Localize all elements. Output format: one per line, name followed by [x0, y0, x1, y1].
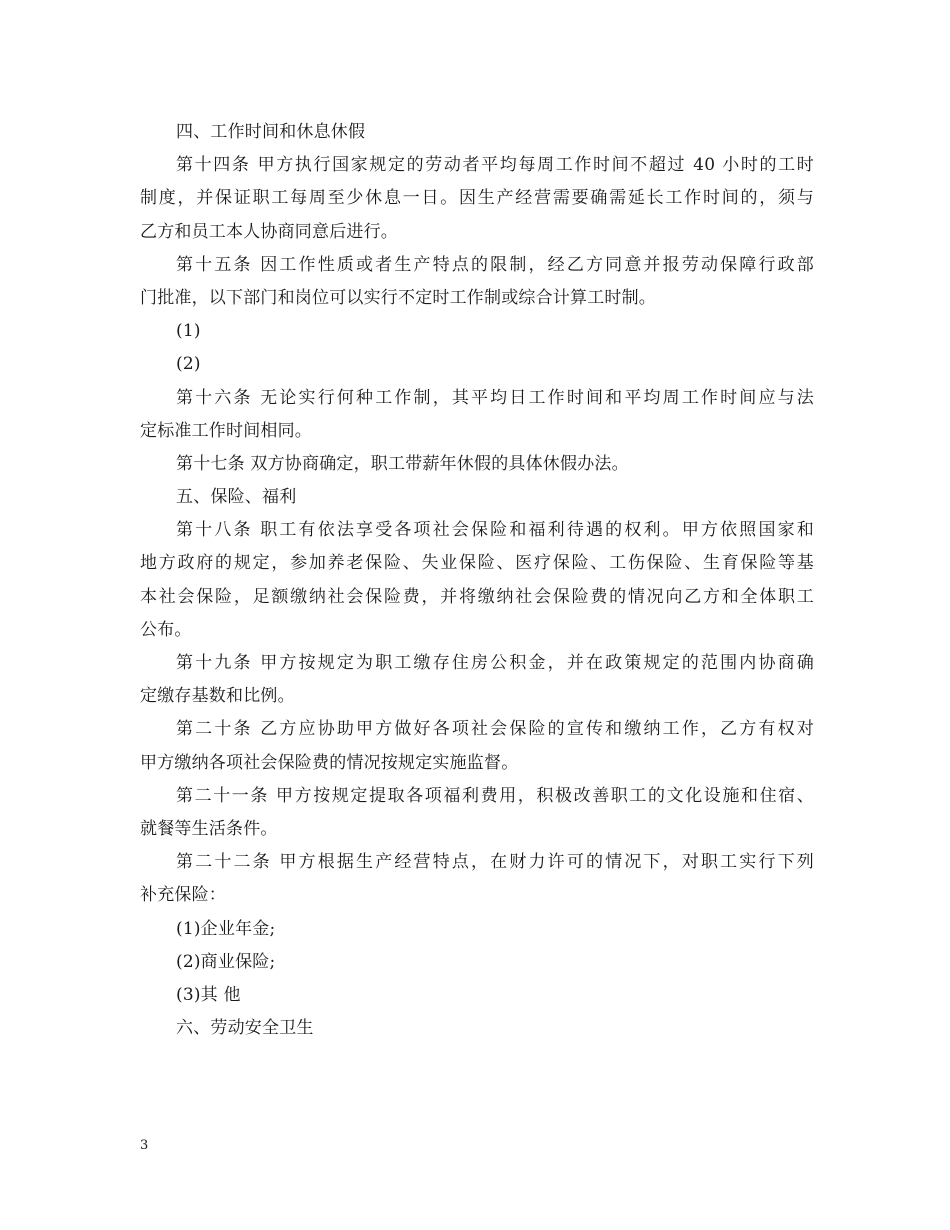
text-line: 第二十一条 甲方按规定提取各项福利费用，积极改善职工的文化设施和住宿、 [176, 785, 814, 806]
text-line: 甲方缴纳各项社会保险费的情况按规定实施监督。 [140, 752, 519, 773]
text-line: (1)企业年金; [176, 918, 276, 939]
text-line: 五、保险、福利 [176, 487, 297, 508]
text-line: 门批准，以下部门和岗位可以实行不定时工作制或综合计算工时制。 [140, 287, 656, 308]
text-line: 本社会保险，足额缴纳社会保险费，并将缴纳社会保险费的情况向乙方和全体职工 [140, 586, 814, 607]
text-line: (3)其 他 [176, 984, 241, 1005]
text-line: 补充保险： [140, 885, 226, 906]
text-line: 第二十二条 甲方根据生产经营特点，在财力许可的情况下，对职工实行下列 [176, 852, 814, 873]
text-line: 第十五条 因工作性质或者生产特点的限制，经乙方同意并报劳动保障行政部 [176, 254, 814, 275]
text-line: (1) [176, 321, 201, 342]
text-line: 就餐等生活条件。 [140, 818, 278, 839]
text-line: 定缴存基数和比例。 [140, 686, 295, 707]
text-line: 公布。 [140, 619, 192, 640]
document-body [140, 116, 814, 1045]
text-line: 乙方和员工本人协商同意后进行。 [140, 221, 398, 242]
text-line: 六、劳动安全卫生 [176, 1018, 314, 1039]
text-line: 定标准工作时间相同。 [140, 420, 312, 441]
text-line: (2) [176, 354, 201, 375]
text-line: 地方政府的规定，参加养老保险、失业保险、医疗保险、工伤保险、生育保险等基 [140, 553, 814, 574]
text-line: (2)商业保险; [176, 951, 276, 972]
text-line: 第十九条 甲方按规定为职工缴存住房公积金，并在政策规定的范围内协商确 [176, 653, 814, 673]
text-line: 第十四条 甲方执行国家规定的劳动者平均每周工作时间不超过 40 小时的工时 [176, 155, 814, 176]
text-line: 第二十条 乙方应协助甲方做好各项社会保险的宣传和缴纳工作，乙方有权对 [176, 719, 814, 740]
text-line: 第十六条 无论实行何种工作制，其平均日工作时间和平均周工作时间应与法 [176, 387, 814, 408]
text-line: 第十七条 双方协商确定，职工带薪年休假的具体休假办法。 [176, 453, 629, 474]
text-line: 制度，并保证职工每周至少休息一日。因生产经营需要确需延长工作时间的，须与 [140, 188, 814, 209]
text-line: 第十八条 职工有依法享受各项社会保险和福利待遇的权利。甲方依照国家和 [176, 520, 814, 541]
page-number: 3 [140, 1138, 149, 1153]
text-line: 四、工作时间和休息休假 [176, 122, 366, 142]
